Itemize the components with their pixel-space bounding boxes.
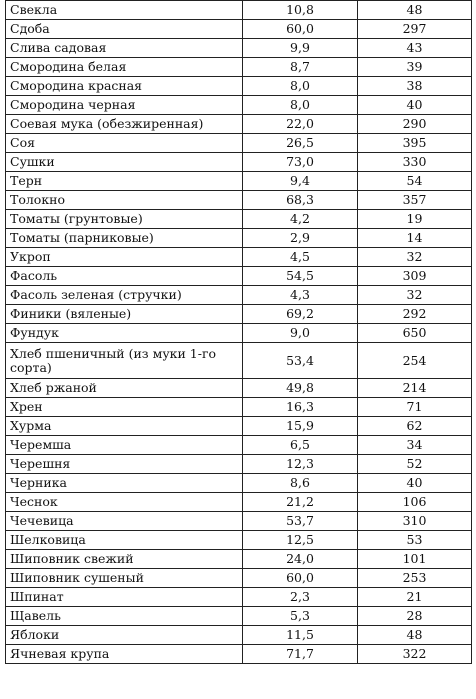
value-cell-2: 322 <box>358 645 472 664</box>
value-cell-2: 48 <box>358 626 472 645</box>
value-cell-2: 28 <box>358 607 472 626</box>
value-cell-1: 24,0 <box>243 550 358 569</box>
value-cell-1: 53,7 <box>243 512 358 531</box>
value-cell-2: 39 <box>358 58 472 77</box>
value-cell-2: 32 <box>358 248 472 267</box>
table-row <box>6 210 472 229</box>
food-name-cell: Хурма <box>6 417 243 436</box>
table-row <box>6 229 472 248</box>
value-cell-1: 9,9 <box>243 39 358 58</box>
value-cell-1: 2,3 <box>243 588 358 607</box>
food-name-cell: Терн <box>6 172 243 191</box>
value-cell-2: 32 <box>358 286 472 305</box>
value-cell-2: 21 <box>358 588 472 607</box>
value-cell-2: 71 <box>358 398 472 417</box>
value-cell-1: 53,4 <box>243 343 358 379</box>
value-cell-2: 14 <box>358 229 472 248</box>
value-cell-1: 11,5 <box>243 626 358 645</box>
value-cell-2: 106 <box>358 493 472 512</box>
food-name-cell: Черемша <box>6 436 243 455</box>
value-cell-1: 8,0 <box>243 77 358 96</box>
food-name-cell: Соевая мука (обезжиренная) <box>6 115 243 134</box>
table-row <box>6 20 472 39</box>
food-name-cell: Ячневая крупа <box>6 645 243 664</box>
food-table-body <box>6 1 472 664</box>
food-name-cell: Шелковица <box>6 531 243 550</box>
table-row <box>6 550 472 569</box>
value-cell-2: 253 <box>358 569 472 588</box>
value-cell-2: 297 <box>358 20 472 39</box>
value-cell-1: 4,3 <box>243 286 358 305</box>
value-cell-2: 214 <box>358 379 472 398</box>
value-cell-2: 310 <box>358 512 472 531</box>
value-cell-1: 60,0 <box>243 20 358 39</box>
value-cell-1: 68,3 <box>243 191 358 210</box>
table-row <box>6 398 472 417</box>
value-cell-1: 6,5 <box>243 436 358 455</box>
food-name-cell: Толокно <box>6 191 243 210</box>
food-name-cell: Чеснок <box>6 493 243 512</box>
value-cell-1: 22,0 <box>243 115 358 134</box>
food-name-cell: Сушки <box>6 153 243 172</box>
food-name-cell: Хлеб ржаной <box>6 379 243 398</box>
food-name-cell: Сдоба <box>6 20 243 39</box>
value-cell-1: 10,8 <box>243 1 358 20</box>
food-name-cell: Томаты (грунтовые) <box>6 210 243 229</box>
table-row <box>6 645 472 664</box>
table-row <box>6 77 472 96</box>
value-cell-1: 26,5 <box>243 134 358 153</box>
food-name-cell: Фундук <box>6 324 243 343</box>
value-cell-2: 43 <box>358 39 472 58</box>
table-row <box>6 172 472 191</box>
food-name-cell: Чечевица <box>6 512 243 531</box>
table-row <box>6 286 472 305</box>
value-cell-1: 2,9 <box>243 229 358 248</box>
table-row <box>6 153 472 172</box>
food-name-cell: Смородина красная <box>6 77 243 96</box>
value-cell-2: 330 <box>358 153 472 172</box>
food-name-cell: Свекла <box>6 1 243 20</box>
value-cell-2: 40 <box>358 474 472 493</box>
table-row <box>6 58 472 77</box>
value-cell-2: 34 <box>358 436 472 455</box>
table-row <box>6 39 472 58</box>
food-name-cell: Слива садовая <box>6 39 243 58</box>
food-name-cell: Щавель <box>6 607 243 626</box>
food-table <box>5 0 472 664</box>
value-cell-2: 292 <box>358 305 472 324</box>
value-cell-2: 40 <box>358 96 472 115</box>
table-row <box>6 248 472 267</box>
value-cell-1: 4,5 <box>243 248 358 267</box>
value-cell-1: 73,0 <box>243 153 358 172</box>
value-cell-1: 9,0 <box>243 324 358 343</box>
value-cell-1: 4,2 <box>243 210 358 229</box>
value-cell-2: 62 <box>358 417 472 436</box>
value-cell-2: 254 <box>358 343 472 379</box>
value-cell-2: 309 <box>358 267 472 286</box>
table-row <box>6 607 472 626</box>
table-row <box>6 493 472 512</box>
table-row <box>6 588 472 607</box>
table-row <box>6 96 472 115</box>
food-name-cell: Черника <box>6 474 243 493</box>
table-row <box>6 455 472 474</box>
value-cell-1: 69,2 <box>243 305 358 324</box>
food-name-cell: Смородина черная <box>6 96 243 115</box>
value-cell-1: 8,6 <box>243 474 358 493</box>
value-cell-1: 21,2 <box>243 493 358 512</box>
food-name-cell: Яблоки <box>6 626 243 645</box>
value-cell-1: 8,7 <box>243 58 358 77</box>
value-cell-1: 5,3 <box>243 607 358 626</box>
table-row <box>6 379 472 398</box>
table-row <box>6 569 472 588</box>
value-cell-1: 60,0 <box>243 569 358 588</box>
value-cell-1: 9,4 <box>243 172 358 191</box>
table-row <box>6 324 472 343</box>
food-name-cell: Шпинат <box>6 588 243 607</box>
value-cell-2: 395 <box>358 134 472 153</box>
table-row <box>6 512 472 531</box>
food-name-cell: Фасоль <box>6 267 243 286</box>
food-name-cell: Черешня <box>6 455 243 474</box>
value-cell-2: 19 <box>358 210 472 229</box>
value-cell-2: 357 <box>358 191 472 210</box>
value-cell-1: 54,5 <box>243 267 358 286</box>
value-cell-1: 15,9 <box>243 417 358 436</box>
value-cell-1: 71,7 <box>243 645 358 664</box>
table-row <box>6 1 472 20</box>
food-name-cell: Хлеб пшеничный (из муки 1-го сорта) <box>6 343 243 379</box>
value-cell-2: 54 <box>358 172 472 191</box>
value-cell-2: 48 <box>358 1 472 20</box>
food-name-cell: Укроп <box>6 248 243 267</box>
food-name-cell: Соя <box>6 134 243 153</box>
table-row <box>6 343 472 379</box>
value-cell-1: 49,8 <box>243 379 358 398</box>
value-cell-2: 650 <box>358 324 472 343</box>
food-name-cell: Шиповник сушеный <box>6 569 243 588</box>
value-cell-1: 16,3 <box>243 398 358 417</box>
table-row <box>6 267 472 286</box>
value-cell-2: 53 <box>358 531 472 550</box>
value-cell-1: 12,3 <box>243 455 358 474</box>
table-row <box>6 531 472 550</box>
table-row <box>6 626 472 645</box>
food-name-cell: Финики (вяленые) <box>6 305 243 324</box>
value-cell-1: 12,5 <box>243 531 358 550</box>
value-cell-2: 38 <box>358 77 472 96</box>
table-row <box>6 115 472 134</box>
value-cell-2: 101 <box>358 550 472 569</box>
food-name-cell: Смородина белая <box>6 58 243 77</box>
value-cell-2: 290 <box>358 115 472 134</box>
food-name-cell: Фасоль зеленая (стручки) <box>6 286 243 305</box>
food-name-cell: Томаты (парниковые) <box>6 229 243 248</box>
food-name-cell: Шиповник свежий <box>6 550 243 569</box>
table-row <box>6 134 472 153</box>
table-row <box>6 417 472 436</box>
value-cell-2: 52 <box>358 455 472 474</box>
table-row <box>6 191 472 210</box>
table-row <box>6 436 472 455</box>
table-row <box>6 305 472 324</box>
food-name-cell: Хрен <box>6 398 243 417</box>
value-cell-1: 8,0 <box>243 96 358 115</box>
table-row <box>6 474 472 493</box>
